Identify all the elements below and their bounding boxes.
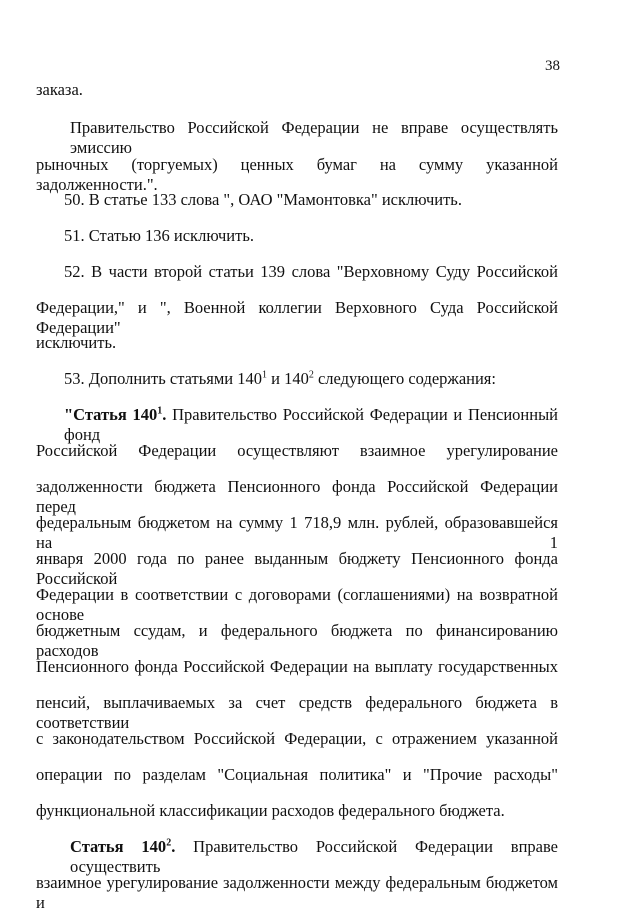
text-fragment: 53. Дополнить статьями 140 [64,369,262,388]
text-line: с законодательством Российской Федерации, с отражением указанной [36,729,558,748]
text-fragment: следующего содержания: [313,369,496,388]
text-line: Пенсионного фонда Российской Федерации на выплату государственных [36,657,558,676]
article-heading [64,405,166,424]
text-fragment: и 140 [266,369,309,388]
superscript: 1 [157,405,163,417]
superscript: 2 [308,369,314,381]
text-fragment: Статья 140 [70,837,167,856]
page-number: 38 [545,58,560,74]
text-line: рыночных (торгуемых) ценных бумаг на сумму указанной задолженности.". [36,155,558,194]
text-line: взаимное урегулирование задолженности между федеральным бюджетом и [36,873,558,912]
text-line: Российской Федерации осуществляют взаимное урегулирование [36,441,558,460]
text-fragment: Правительство Российской Федерации вправе осуществить [70,837,558,876]
text-fragment: "Статья 140 [64,405,158,424]
text-line: 51. Статью 136 исключить. [64,226,254,245]
superscript: 1 [261,369,267,381]
text-line: 52. В части второй статьи 139 слова "Верховному Суду Российской [64,262,558,281]
text-line: пенсий, выплачиваемых за счет средств федерального бюджета в соответствии [36,693,558,732]
text-line: функциональной классификации расходов федерального бюджета. [36,801,505,820]
text-fragment: Правительство Российской Федерации и Пенсионный фонд [64,405,559,444]
text-line: заказа. [36,80,83,99]
text-line [64,369,558,389]
superscript: 2 [166,837,172,849]
text-line: федеральным бюджетом на сумму 1 718,9 млн. рублей, образовавшейся на 1 [36,513,558,552]
text-line: бюджетным ссудам, и федерального бюджета по финансированию расходов [36,621,558,660]
text-line [64,405,558,445]
text-line: исключить. [36,333,117,352]
text-fragment: . [171,837,176,856]
text-line: задолженности бюджета Пенсионного фонда Российской Федерации перед [36,477,558,516]
text-line [70,837,558,877]
text-line: Федерации," и ", Военной коллегии Верховного Суда Российской Федерации" [36,298,558,337]
article-heading [70,837,175,856]
text-line: Правительство Российской Федерации не вправе осуществлять эмиссию [70,118,558,157]
text-line: операции по разделам "Социальная политика" и "Прочие расходы" [36,765,558,784]
text-line: Федерации в соответствии с договорами (соглашениями) на возвратной основе [36,585,558,624]
text-line: 50. В статье 133 слова ", ОАО "Мамонтовка" исключить. [64,190,462,209]
text-fragment: . [162,405,167,424]
text-line: января 2000 года по ранее выданным бюджету Пенсионного фонда Российской [36,549,558,588]
